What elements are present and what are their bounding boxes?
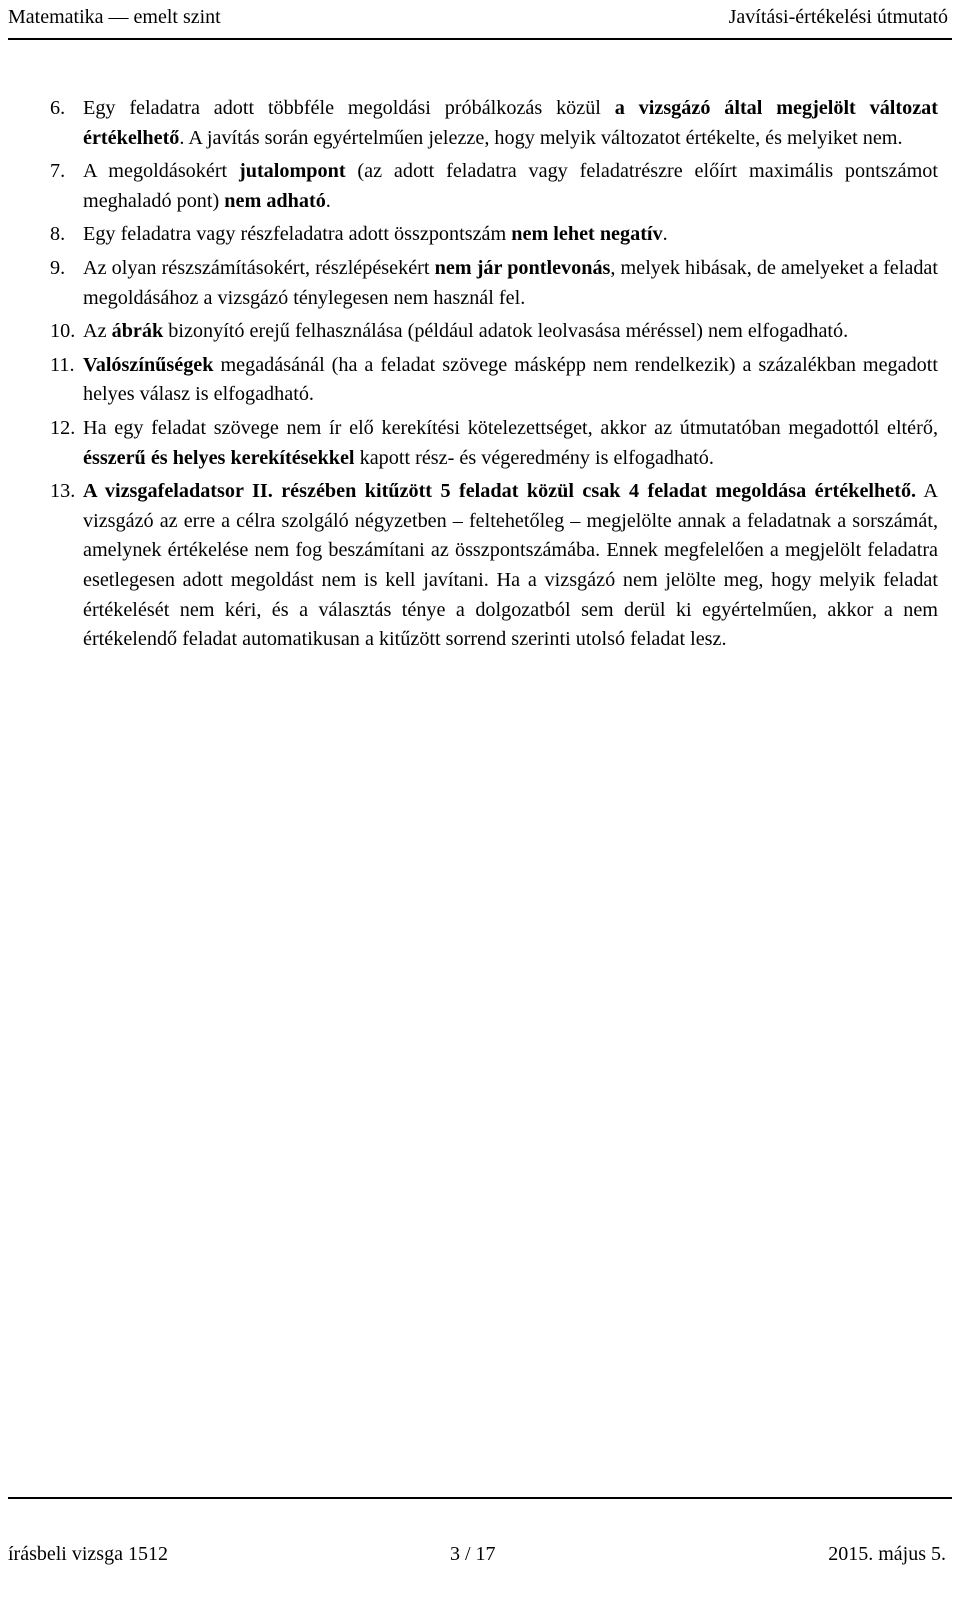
header-document-type: Javítási-értékelési útmutató (728, 5, 948, 28)
instruction-text: A vizsgázó az erre a célra szolgáló négyzetben – feltehetőleg – megjelölte annak a feladatnak a sorszámát, amelynek értékelése nem fog beszámítani az összpontszámába. Ennek megfelelően a megjelölt feladatra esetlegesen adott megoldást nem is kell javítani. Ha a vizsgázó nem jelölte meg, hogy melyik feladat értékelését nem kéri, és a választás ténye a dolgozatból sem derül ki egyértelműen, akkor a nem értékelendő feladat automatikusan a kitűzött sorrend szerinti utolsó feladat lesz. (83, 480, 938, 651)
emphasized-text: A vizsgafeladatsor II. részében kitűzött 5 feladat közül csak 4 feladat megoldása értékelhető. (83, 480, 917, 503)
instruction-number: 11. (50, 353, 75, 376)
emphasized-text: a vizsgázó által megjelölt változat értékelhető (83, 97, 938, 149)
instruction-item (50, 157, 938, 216)
instruction-number: 10. (50, 320, 76, 343)
instruction-text: Egy feladatra adott többféle megoldási próbálkozás közül (83, 97, 615, 119)
instruction-text: . (662, 223, 668, 246)
instruction-number: 13. (50, 480, 76, 503)
instruction-item (50, 414, 938, 473)
instruction-text: . A javítás során egyértelműen jelezze, hogy melyik változatot értékelte, és melyiket nem. (179, 126, 903, 149)
emphasized-text: nem lehet negatív (511, 223, 663, 246)
header-divider (8, 38, 952, 40)
footer-exam-code: írásbeli vizsga 1512 (8, 1543, 168, 1565)
footer-divider (8, 1497, 952, 1499)
emphasized-text: nem adható (224, 189, 326, 212)
instruction-text: Az olyan részszámításokért, részlépésekért (83, 256, 435, 279)
instruction-text: Ha egy feladat szövege nem ír elő kerekítési kötelezettséget, akkor az útmutatóban megadottól eltérő, (83, 416, 938, 439)
emphasized-text: jutalompont (239, 160, 346, 183)
instruction-text: A megoldásokért (83, 160, 239, 183)
instruction-number: 12. (50, 416, 76, 439)
instruction-text: , melyek hibásak, de amelyeket a feladat megoldásához a vizsgázó ténylegesen nem használ fel. (83, 256, 938, 309)
instruction-number: 9. (50, 256, 66, 279)
instruction-text: bizonyító erejű felhasználása (például adatok leolvasása méréssel) nem elfogadható. (163, 320, 849, 343)
page-footer (8, 1543, 946, 1573)
instruction-item (50, 220, 938, 250)
instruction-text: (az adott feladatra vagy feladatrészre előírt maximális pontszámot meghaladó pont) (83, 160, 939, 212)
page-header (8, 0, 948, 34)
emphasized-text: ésszerű és helyes kerekítésekkel (83, 446, 355, 469)
instructions-list (50, 94, 938, 659)
instruction-number: 6. (50, 97, 66, 119)
instruction-item (50, 477, 938, 655)
instruction-text: kapott rész- és végeredmény is elfogadható. (354, 446, 714, 469)
emphasized-text: Valószínűségek (83, 353, 214, 376)
footer-page-number: 3 / 17 (450, 1543, 496, 1565)
instruction-item (50, 254, 938, 313)
header-subject: Matematika — emelt szint (8, 5, 221, 28)
instruction-item (50, 351, 938, 410)
instruction-text: Az (83, 320, 112, 343)
emphasized-text: nem jár pontlevonás (434, 256, 611, 279)
instruction-item (50, 317, 938, 347)
footer-date: 2015. május 5. (828, 1543, 946, 1565)
instruction-item (50, 94, 938, 153)
emphasized-text: ábrák (111, 320, 164, 343)
instruction-text: Egy feladatra vagy részfeladatra adott összpontszám (83, 223, 512, 246)
instruction-text: megadásánál (ha a feladat szövege másképp nem rendelkezik) a százalékban megadott helyes válasz is elfogadható. (83, 353, 938, 406)
instruction-number: 7. (50, 160, 66, 183)
instruction-text: . (325, 189, 331, 212)
instruction-number: 8. (50, 223, 66, 246)
